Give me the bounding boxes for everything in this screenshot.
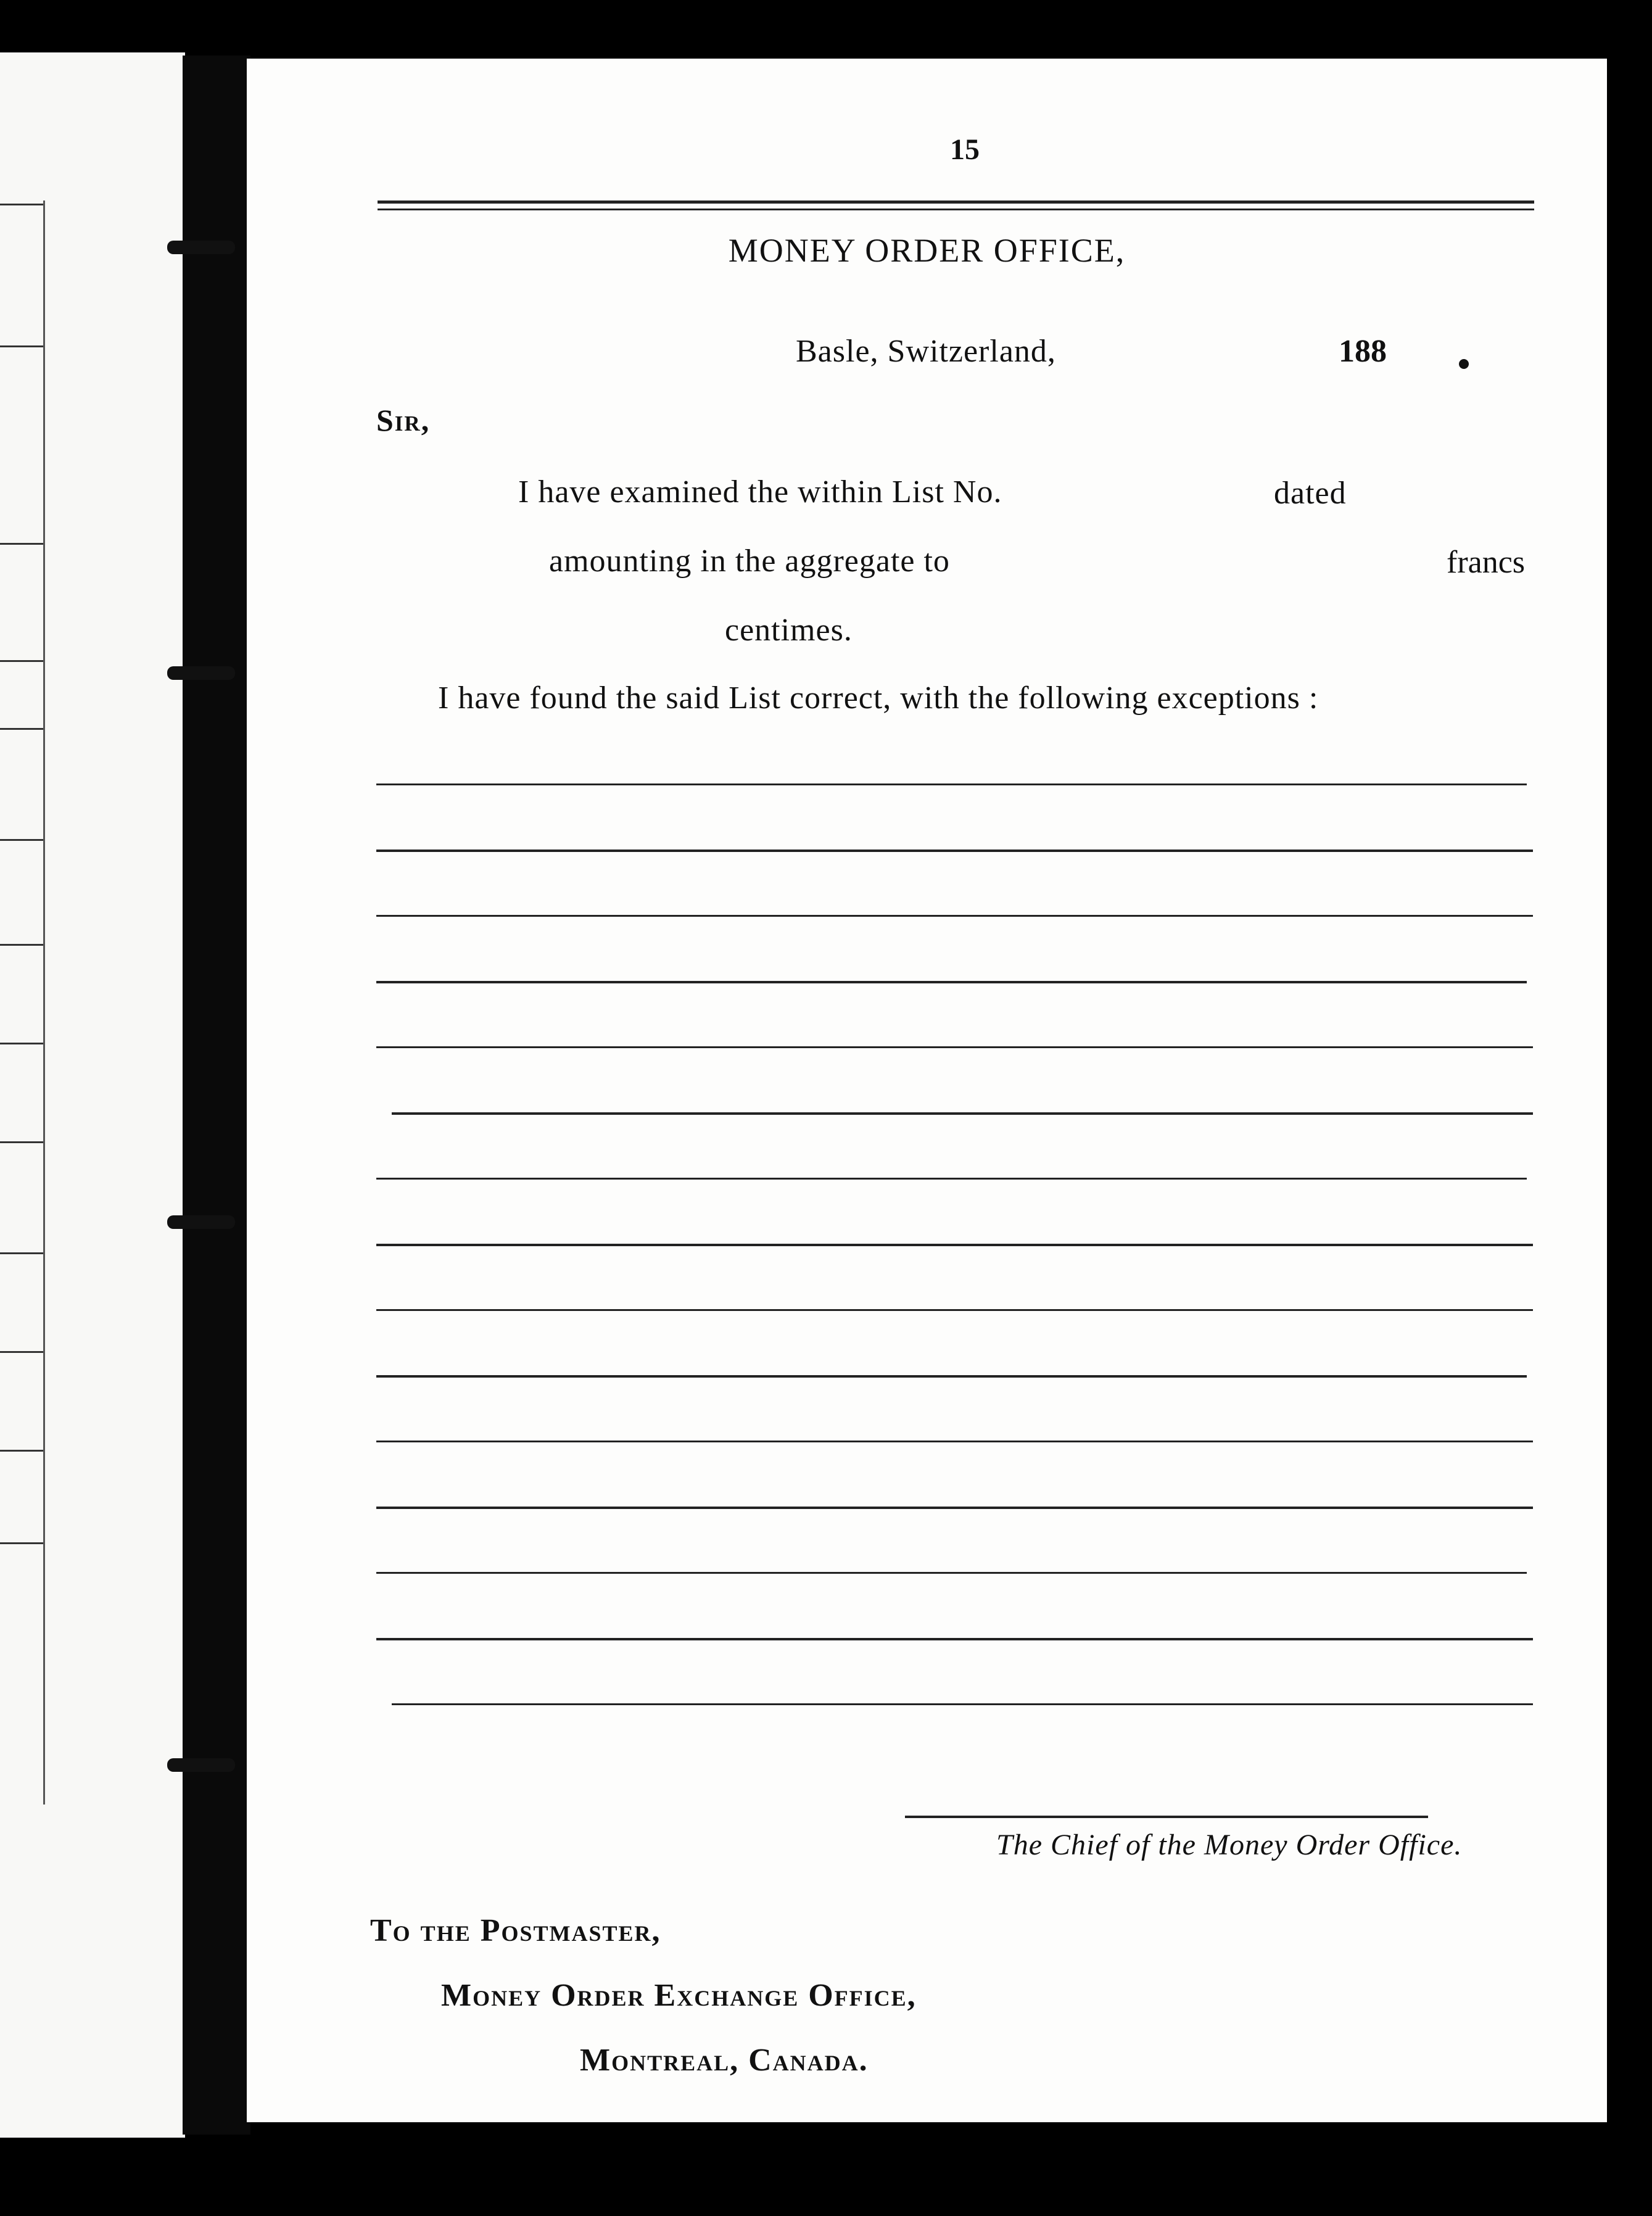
header-rule-bottom: [378, 209, 1534, 210]
book-binding: [183, 56, 250, 2135]
exception-line: [392, 1112, 1533, 1115]
exceptions-text: I have found the said List correct, with the following exceptions :: [438, 680, 1319, 716]
header-rule-top: [378, 201, 1534, 204]
facing-page-rule: [0, 660, 43, 662]
exception-line: [376, 981, 1527, 983]
exception-line: [376, 1178, 1527, 1180]
facing-page-border: [43, 201, 45, 1805]
exception-line: [376, 1375, 1527, 1378]
facing-page-rule: [0, 839, 43, 841]
exception-line: [376, 1572, 1527, 1574]
salutation: Sir,: [376, 403, 431, 437]
signature-line: [905, 1816, 1428, 1818]
office-title: MONEY ORDER OFFICE,: [728, 232, 1126, 269]
exception-line: [376, 850, 1533, 852]
exception-line: [392, 1703, 1533, 1705]
facing-page-rule: [0, 543, 43, 545]
centimes-label: centimes.: [725, 613, 853, 648]
binding-stitch: [167, 241, 235, 254]
facing-page-rule: [0, 1252, 43, 1254]
facing-page-rule: [0, 1043, 43, 1044]
exception-line: [376, 1046, 1533, 1048]
date-dot: [1459, 359, 1469, 369]
dated-label: dated: [1274, 476, 1347, 511]
facing-page-rule: [0, 1542, 43, 1544]
form-page: [247, 59, 1607, 2122]
facing-page-fragment: [0, 52, 185, 2138]
exception-line: [376, 1244, 1533, 1246]
facing-page-rule: [0, 204, 43, 205]
place-line: Basle, Switzerland,: [796, 334, 1056, 369]
binding-stitch: [167, 1758, 235, 1772]
exception-line: [376, 783, 1527, 785]
facing-page-rule: [0, 728, 43, 730]
facing-page-rule: [0, 1450, 43, 1452]
facing-page-rule: [0, 1141, 43, 1143]
facing-page-rule: [0, 1351, 43, 1353]
exception-line: [376, 1441, 1533, 1442]
binding-stitch: [167, 1215, 235, 1229]
aggregate-text: amounting in the aggregate to: [549, 544, 950, 579]
address-line-3: Montreal, Canada.: [580, 2043, 869, 2078]
exception-line: [376, 1507, 1533, 1509]
exception-line: [376, 915, 1533, 917]
binding-stitch: [167, 666, 235, 680]
signature-caption: The Chief of the Money Order Office.: [996, 1829, 1463, 1861]
exception-line: [376, 1638, 1533, 1640]
facing-page-rule: [0, 944, 43, 946]
francs-label: francs: [1447, 545, 1526, 580]
page-number: 15: [950, 133, 980, 166]
list-number-text: I have examined the within List No.: [518, 474, 1002, 510]
facing-page-rule: [0, 345, 43, 347]
address-line-1: To the Postmaster,: [370, 1913, 661, 1948]
year-prefix: 188: [1339, 334, 1387, 369]
address-line-2: Money Order Exchange Office,: [441, 1978, 917, 2013]
exception-line: [376, 1309, 1533, 1311]
